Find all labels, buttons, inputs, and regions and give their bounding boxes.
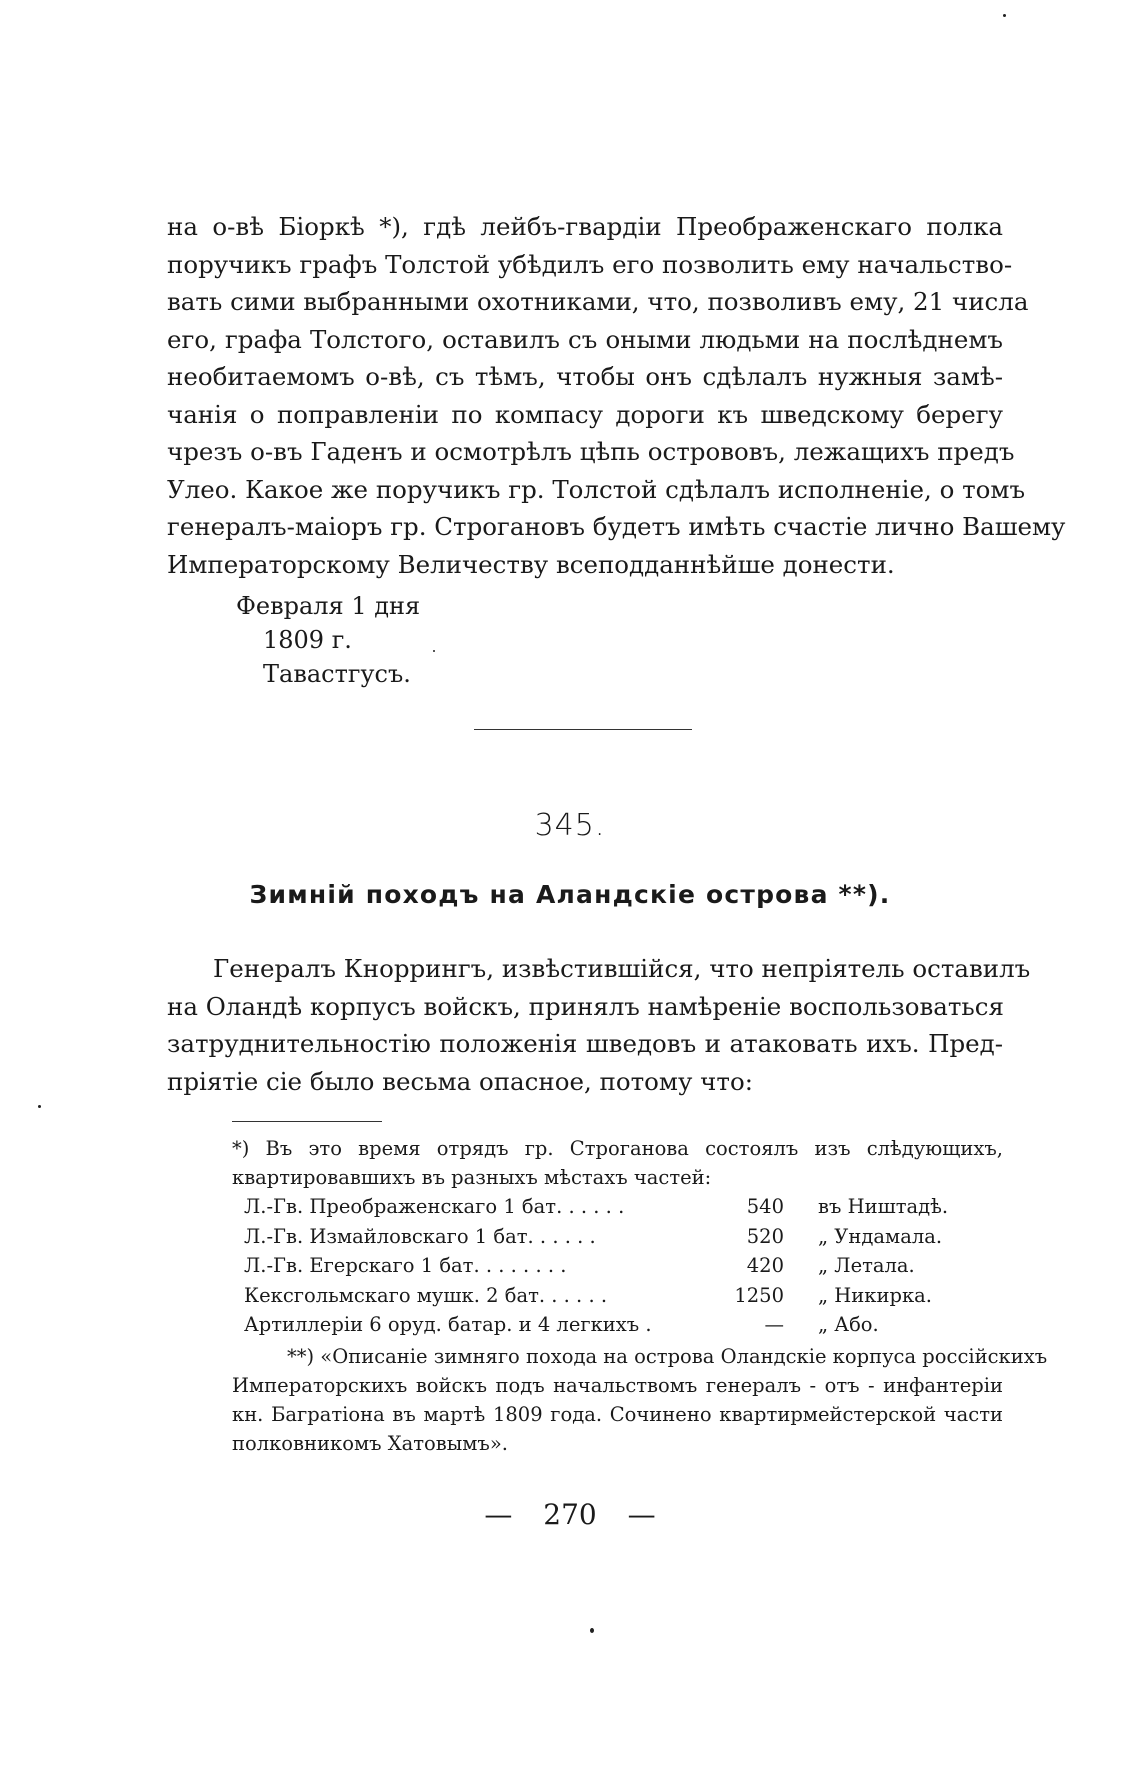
footnote-line: кн. Багратіона въ мартѣ 1809 года. Сочинено квартирмейстерской части (232, 1403, 1003, 1426)
paragraph-line: на о-вѣ Біоркѣ *), гдѣ лейбъ-гвардіи Преображенскаго полка (167, 212, 1003, 241)
paragraph-line: генералъ-маіоръ гр. Строгановъ будетъ имѣть счастіе лично Вашему (167, 512, 1066, 541)
unit-name: Л.-Гв. Преображенскаго 1 бат. . . . . . (244, 1195, 625, 1218)
unit-row (244, 1281, 964, 1311)
footnote-line: Императорскихъ войскъ подъ начальствомъ генералъ - отъ - инфантеріи (232, 1374, 1003, 1397)
unit-count: 1250 (734, 1283, 784, 1307)
paragraph-line: чанія о поправленіи по компасу дороги къ шведскому берегу (167, 399, 1003, 429)
signature-place: Тавастгусъ. (263, 660, 411, 688)
paragraph-line: Улео. Какое же поручикъ гр. Толстой сдѣлалъ исполненіе, о томъ (167, 474, 1026, 504)
unit-count: 420 (746, 1254, 784, 1277)
unit-row (244, 1310, 964, 1340)
signature-date: Февраля 1 дня (236, 592, 421, 620)
unit-name: Артиллеріи 6 оруд. батар. и 4 легкихъ . (244, 1313, 652, 1336)
document-number: 345. (534, 808, 606, 843)
unit-place: „ Або. (818, 1313, 879, 1336)
unit-place: „ Летала. (818, 1254, 915, 1277)
unit-count: — (764, 1313, 784, 1336)
unit-row (244, 1192, 964, 1222)
unit-count: 540 (746, 1195, 784, 1218)
footnote-2 (232, 1342, 1048, 1458)
footnote-1 (232, 1134, 1003, 1192)
unit-place: „ Ундамала. (818, 1224, 943, 1248)
unit-place: „ Никирка. (818, 1283, 932, 1307)
scan-speck (433, 650, 435, 652)
footnote-divider (232, 1121, 382, 1122)
unit-place: въ Ништадѣ. (818, 1195, 949, 1218)
unit-name: Л.-Гв. Егерскаго 1 бат. . . . . . . . (244, 1254, 567, 1277)
paragraph-line: затруднительностію положенія шведовъ и атаковать ихъ. Пред- (167, 1029, 1003, 1058)
unit-row (244, 1222, 964, 1252)
footnote-line: квартировавшихъ въ разныхъ мѣстахъ частей: (232, 1166, 712, 1189)
footnote-line: *) Въ это время отрядъ гр. Строганова состоялъ изъ слѣдующихъ, (232, 1137, 1003, 1160)
unit-name: Л.-Гв. Измайловскаго 1 бат. . . . . . (244, 1224, 596, 1248)
document-title: Зимній походъ на Аландскіе острова **). (249, 880, 891, 909)
unit-row (244, 1251, 964, 1281)
unit-name: Кексгольмскаго мушк. 2 бат. . . . . . (244, 1283, 608, 1307)
scan-speck (1003, 14, 1006, 17)
paragraph-line: Императорскому Величеству всеподданнѣйше донести. (167, 549, 895, 579)
signature-year: 1809 г. (263, 626, 352, 654)
paragraph-line: необитаемомъ о-вѣ, съ тѣмъ, чтобы онъ сдѣлалъ нужныя замѣ- (167, 362, 1003, 391)
paragraph-line: пріятіе сіе было весьма опасное, потому что: (167, 1066, 753, 1096)
unit-count: 520 (746, 1224, 784, 1248)
paragraph-line: Генералъ Кноррингъ, извѣстившійся, что непріятель оставилъ (213, 954, 1031, 983)
footnote-line: полковникомъ Хатовымъ». (232, 1432, 508, 1455)
paragraph-line: на Оландѣ корпусъ войскъ, принялъ намѣреніе воспользоваться (167, 991, 1004, 1021)
footnote-line: **) «Описаніе зимняго похода на острова Оландскіе корпуса россійскихъ (287, 1345, 1048, 1368)
units-table (244, 1192, 964, 1340)
scan-speck (590, 1628, 594, 1633)
body-paragraph (167, 950, 1031, 1100)
continuation-paragraph (167, 208, 1066, 583)
paragraph-line: вать сими выбранными охотниками, что, позволивъ ему, 21 числа (167, 287, 1029, 316)
scan-speck (38, 1105, 41, 1108)
paragraph-line: чрезъ о-въ Гаденъ и осмотрѣлъ цѣпь острововъ, лежащихъ предъ (167, 437, 1015, 466)
paragraph-line: поручикъ графъ Толстой убѣдилъ его позволить ему начальство- (167, 249, 1013, 279)
page-number: — 270 — (484, 1498, 656, 1531)
section-divider (474, 729, 692, 730)
paragraph-line: его, графа Толстого, оставилъ съ оными людьми на послѣднемъ (167, 324, 1003, 354)
